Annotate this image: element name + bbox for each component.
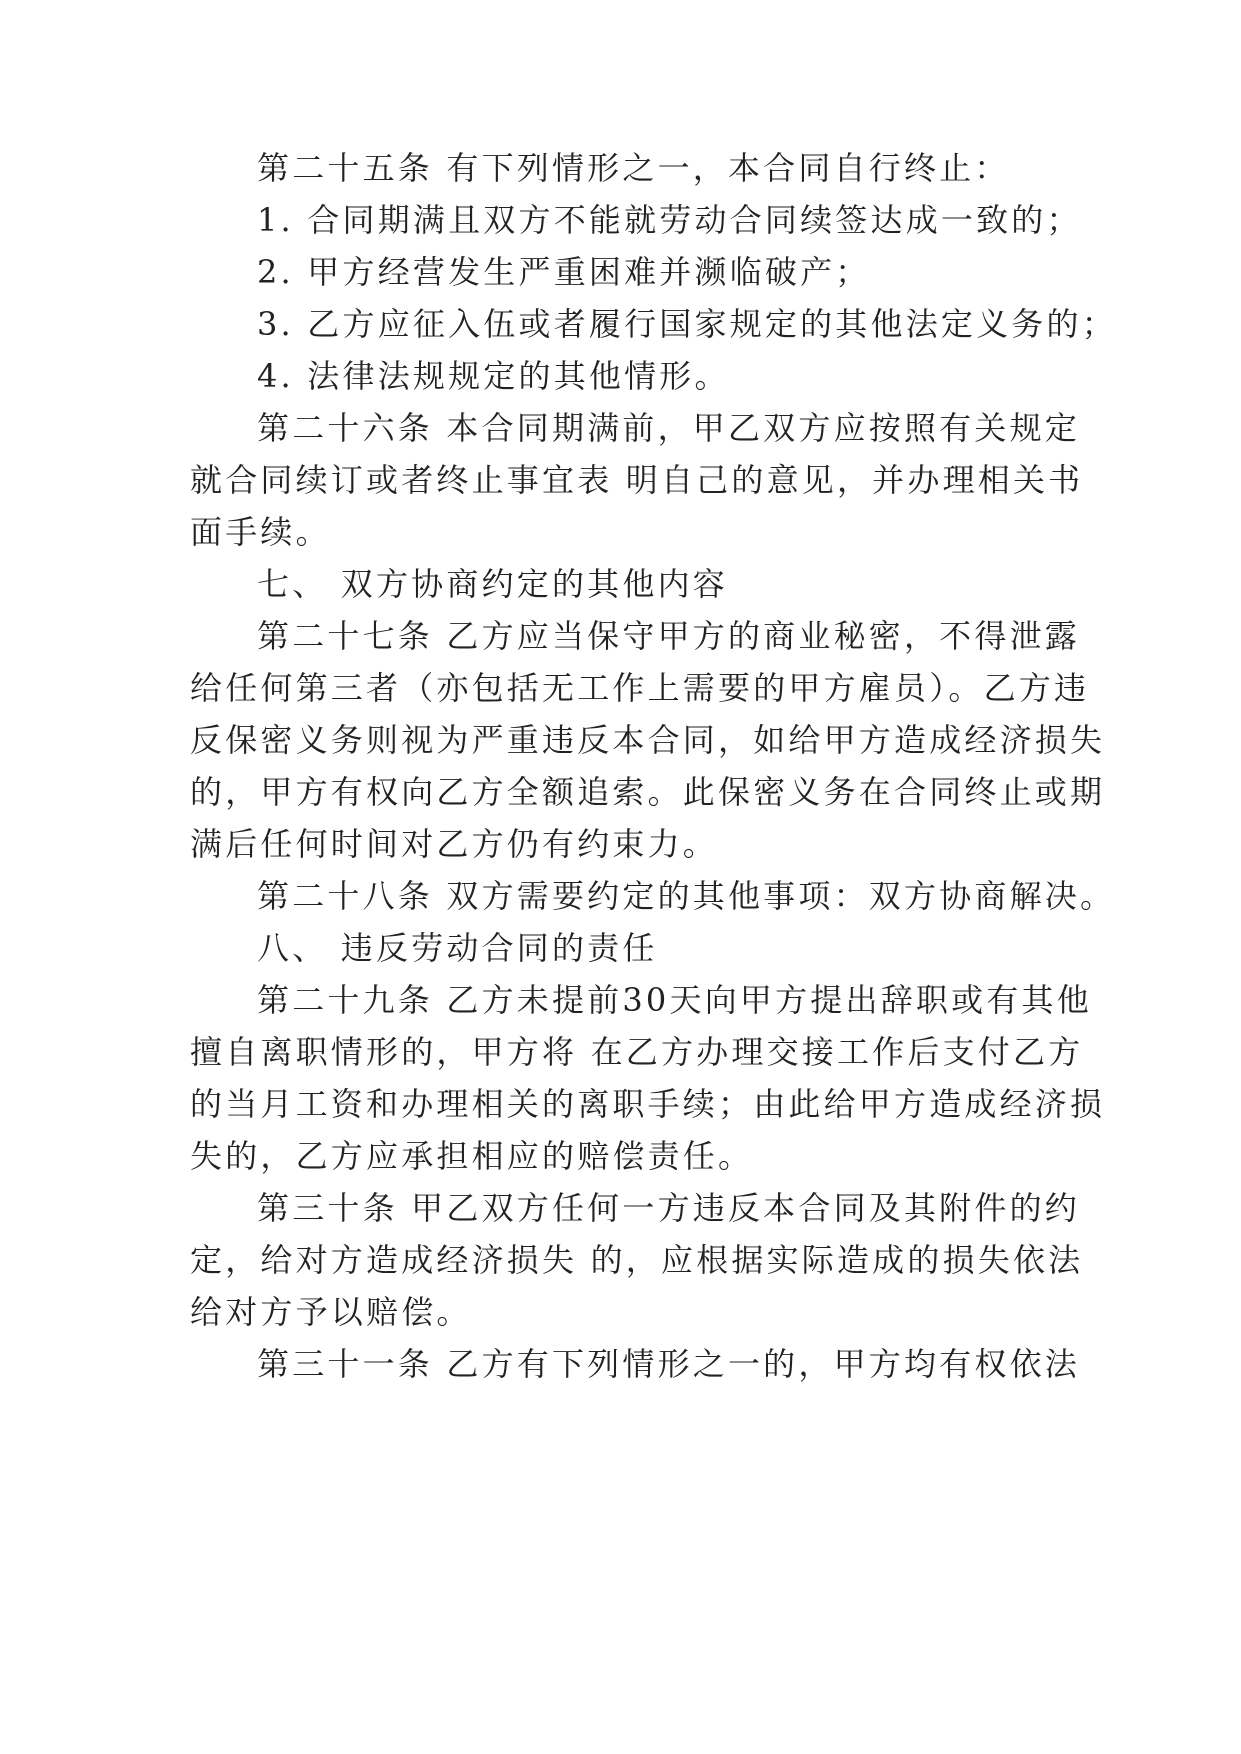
- article-29-line-2: 擅自离职情形的，甲方将 在乙方办理交接工作后支付乙方: [190, 1033, 1084, 1071]
- article-27-line-4: 的，甲方有权向乙方全额追索。此保密义务在合同终止或期: [190, 773, 1106, 811]
- article-29-line-4: 失的，乙方应承担相应的赔偿责任。: [190, 1137, 754, 1175]
- section-7-heading: 七、 双方协商约定的其他内容: [257, 565, 728, 603]
- list-item-1: 1. 合同期满且双方不能就劳动合同续签达成一致的；: [257, 201, 1082, 239]
- article-27-line-1: 第二十七条 乙方应当保守甲方的商业秘密，不得泄露: [257, 617, 1080, 655]
- article-29-line-1: 第二十九条 乙方未提前30天向甲方提出辞职或有其他: [257, 981, 1092, 1019]
- list-item-2: 2. 甲方经营发生严重困难并濒临破产；: [257, 253, 871, 291]
- article-26-line-1: 第二十六条 本合同期满前，甲乙双方应按照有关规定: [257, 409, 1080, 447]
- list-item-4: 4. 法律法规规定的其他情形。: [257, 357, 730, 395]
- article-30-line-1: 第三十条 甲乙双方任何一方违反本合同及其附件的约: [257, 1189, 1080, 1227]
- article-26-line-2: 就合同续订或者终止事宜表 明自己的意见，并办理相关书: [190, 461, 1084, 499]
- article-27-line-5: 满后任何时间对乙方仍有约束力。: [190, 825, 719, 863]
- article-27-line-3: 反保密义务则视为严重违反本合同，如给甲方造成经济损失: [190, 721, 1106, 759]
- article-28: 第二十八条 双方需要约定的其他事项：双方协商解决。: [257, 877, 1116, 915]
- article-30-line-3: 给对方予以赔偿。: [190, 1293, 472, 1331]
- article-29-line-3: 的当月工资和办理相关的离职手续；由此给甲方造成经济损: [190, 1085, 1106, 1123]
- article-27-line-2: 给任何第三者（亦包括无工作上需要的甲方雇员）。乙方违: [190, 669, 1090, 707]
- article-31-line-1: 第三十一条 乙方有下列情形之一的，甲方均有权依法: [257, 1345, 1080, 1383]
- article-30-line-2: 定，给对方造成经济损失 的，应根据实际造成的损失依法: [190, 1241, 1084, 1279]
- section-8-heading: 八、 违反劳动合同的责任: [257, 929, 658, 967]
- list-item-3: 3. 乙方应征入伍或者履行国家规定的其他法定义务的；: [257, 305, 1117, 343]
- article-25-heading: 第二十五条 有下列情形之一，本合同自行终止：: [257, 149, 1010, 187]
- article-26-line-3: 面手续。: [190, 513, 331, 551]
